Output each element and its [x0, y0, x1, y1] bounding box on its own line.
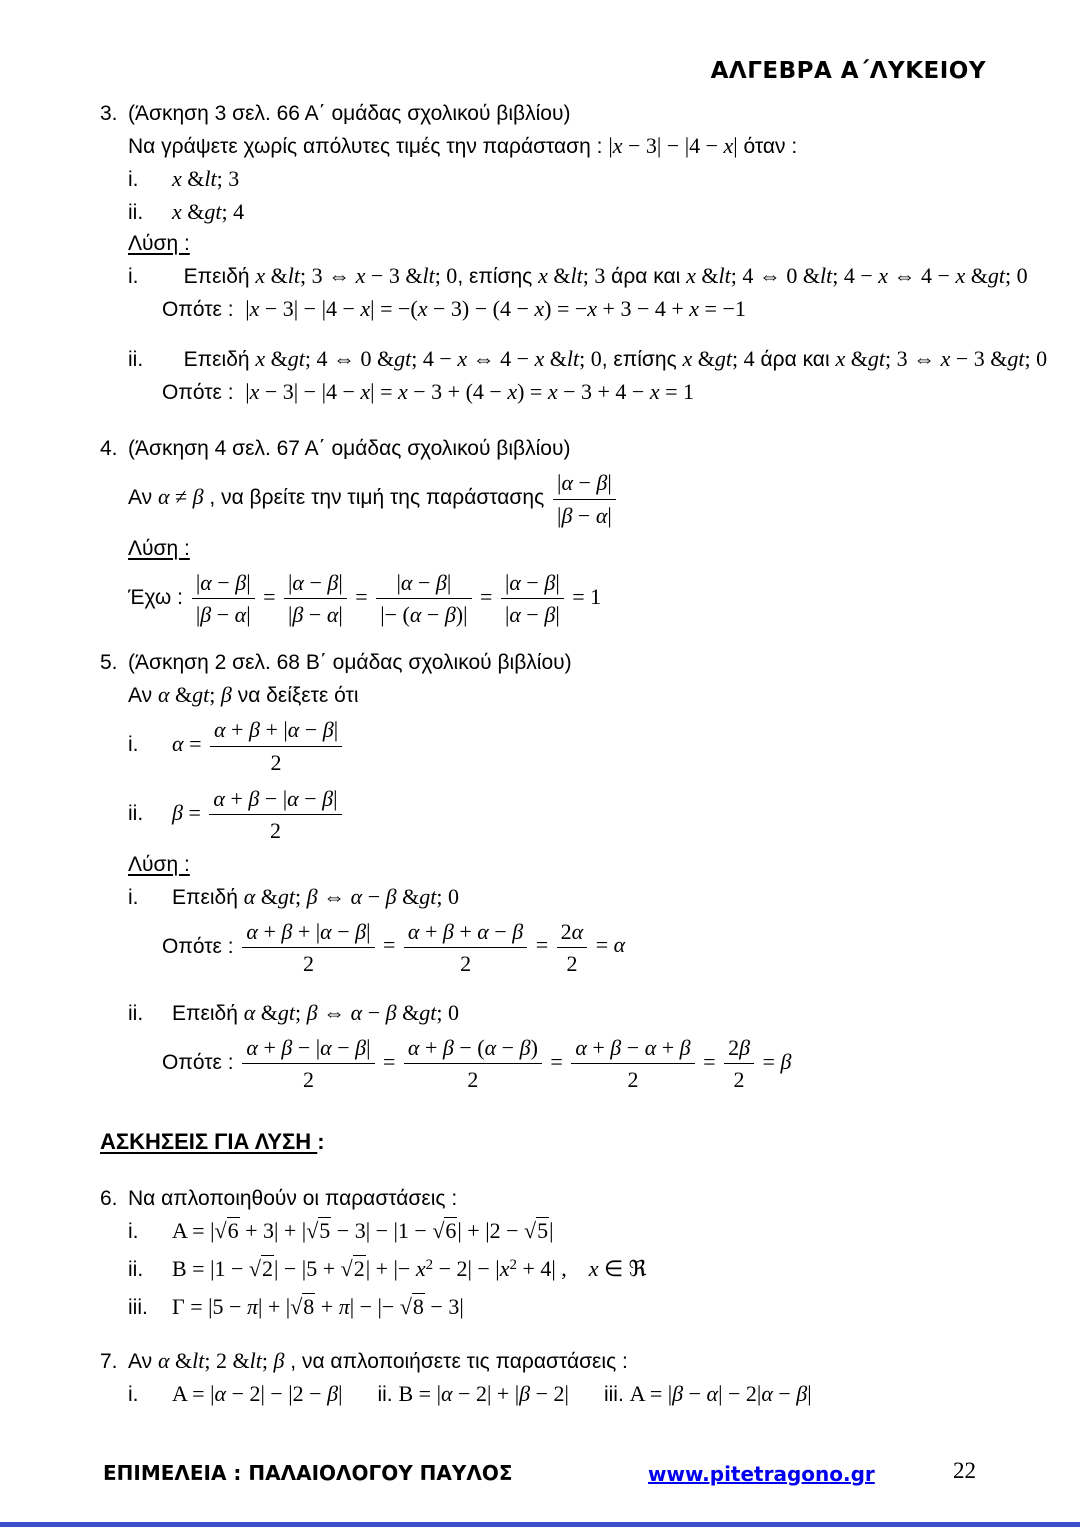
math-expression: Β = |1 − √2| − |5 + √2| + |− $x^2 - 2| - |x^2 + 4|$ , x ∈ ℜ: [172, 1255, 647, 1281]
math-expression: x &gt; 4: [682, 346, 755, 372]
section-heading-exercises: [100, 1128, 1030, 1156]
math-expression: Γ = |5 − π| + |√8 + π| − |− √8 − 3|: [172, 1293, 464, 1319]
math-expression: x &gt; 4 ⇔ 0 &gt; 4 − x ⇔ 4 − x &lt; 0: [255, 346, 602, 372]
text-segment: Οπότε :: [162, 1050, 240, 1074]
math-expression: |x − 3| − |4 − x| = −(x − 3) − (4 − x) = −x + 3 − 4 + x = −1: [245, 296, 746, 322]
math-expression: x &lt; 3: [538, 263, 606, 289]
text-segment: άρα και: [605, 265, 687, 289]
text-segment: Επειδή: [172, 1002, 244, 1026]
exercise-5-claim-i: [128, 714, 1030, 778]
page-title: ΑΛΓΕΒΡΑ Α΄ΛΥΚΕΙΟΥ: [710, 58, 986, 84]
text-segment: άρα και: [754, 348, 836, 372]
footer-credit: ΕΠΙΜΕΛΕΙΑ : ΠΑΛΑΙΟΛΟΓΟΥ ΠΑΥΛΟΣ: [103, 1461, 513, 1485]
text-segment: Οπότε :: [162, 381, 246, 405]
item-label: 6.: [100, 1186, 118, 1210]
math-expression: x &lt; 3 ⇔ x − 3 &lt; 0: [255, 263, 458, 289]
exercise-4-statement: [128, 467, 1030, 531]
text-segment: Να γράψετε χωρίς απόλυτες τιμές την παράσταση :: [128, 135, 609, 159]
square-root: √5: [306, 1217, 331, 1243]
exercise-3-solution-i-result: [162, 295, 1030, 323]
footer-website-link[interactable]: www.pitetragono.gr: [648, 1462, 875, 1486]
exercise-6-heading: [100, 1186, 1030, 1212]
item-label: i.: [128, 265, 139, 289]
text-segment: Να απλοποιηθούν οι παραστάσεις :: [128, 1186, 458, 1210]
square-root: √8: [290, 1293, 315, 1319]
exercise-5-solution-ii: [128, 999, 1030, 1027]
exercise-7-items: [128, 1380, 1030, 1408]
text-segment: Αν: [128, 486, 158, 510]
text-segment: Λύση :: [128, 852, 190, 876]
exercise-4-solution: [128, 567, 1030, 631]
item-label: ii.: [128, 1002, 144, 1026]
math-expression: α &gt; β: [157, 682, 232, 708]
exercise-3-solution-i: [128, 262, 1030, 290]
fraction: $\frac{\alpha + \beta - (\alpha - \beta)}{2}$: [404, 1034, 542, 1094]
exercise-3-solution-ii-result: [162, 378, 1030, 406]
square-root: √5: [524, 1217, 549, 1243]
math-expression: x &lt; 4 ⇔ 0 &lt; 4 − x ⇔ 4 − x &gt; 0: [686, 263, 1028, 289]
exercise-7-heading: [100, 1347, 1030, 1375]
exercise-5-statement: [128, 681, 1030, 709]
item-label: ii.: [128, 1257, 144, 1281]
page-number: 22: [953, 1458, 976, 1483]
math-expression: x &gt; 4: [172, 199, 245, 225]
text-segment: , επίσης: [457, 265, 539, 289]
math-expression: β = $\frac{\alpha + \beta - |\alpha - \beta|}{2}$: [172, 800, 345, 825]
text-segment: (Άσκηση 3 σελ. 66 Α΄ ομάδας σχολικού βιβλίου): [128, 102, 571, 125]
text-segment: , να βρείτε την τιμή της παράστασης: [203, 486, 551, 510]
text-segment: Οπότε :: [162, 298, 246, 322]
square-root: √6: [214, 1217, 239, 1243]
text-segment: Λύση :: [128, 536, 190, 560]
math-expression: Β = |α − 2| + |β − 2|: [398, 1380, 569, 1406]
fraction: $\frac{\alpha + \beta + |\alpha - \beta|}{2}$: [210, 716, 342, 776]
exercise-5-solution-ii-result: [162, 1032, 1030, 1096]
item-label: 3.: [100, 102, 118, 125]
fraction: $\frac{\alpha + \beta - |\alpha - \beta|}{2}$: [209, 785, 341, 845]
text-segment: Λύση :: [128, 232, 190, 256]
exercise-3-solution-ii: [128, 345, 1048, 373]
math-expression: $\frac{\alpha + \beta - |\alpha - \beta|}{2}$ = $\frac{\alpha + \beta - (\alpha - \beta)}{2}$ = $\frac{\alpha + \beta - \alpha + \beta}{2}$ = $\frac{2\beta}{2}$ = β: [239, 1049, 791, 1074]
text-segment: να δείξετε ότι: [231, 684, 359, 708]
item-label: i.: [128, 1382, 139, 1406]
math-expression: Α = |β − α| − 2|α − β|: [629, 1380, 812, 1406]
exercise-5-solution-i: [128, 883, 1030, 911]
item-label: i.: [128, 885, 139, 909]
square-root: √6: [432, 1217, 457, 1243]
math-expression: α ≠ β: [157, 484, 204, 510]
square-root: √8: [399, 1293, 424, 1319]
text-segment: ii.: [342, 1382, 399, 1406]
math-expression: Α = |√6 + 3| + |√5 − 3| − |1 − √6| + |2 − √5|: [172, 1217, 554, 1243]
text-segment: :: [317, 1128, 325, 1154]
document-body: [100, 101, 1048, 1413]
exercise-6-item-ii: [128, 1255, 1030, 1283]
fraction: $\frac{\alpha + \beta - |\alpha - \beta|}{2}$: [242, 1034, 374, 1094]
fraction: $\frac{|\alpha - \beta|}{|\beta - \alpha|}$: [553, 469, 616, 529]
math-expression: α &gt; β ⇔ α − β &gt; 0: [243, 1000, 459, 1026]
exercise-6-item-i: [128, 1217, 1030, 1245]
item-label: i.: [128, 733, 139, 757]
exercise-5-heading: [100, 650, 1030, 676]
item-label: 4.: [100, 437, 118, 461]
exercise-3-statement: [128, 132, 1030, 160]
exercise-4-heading: [100, 436, 1030, 462]
fraction: $\frac{|\alpha - \beta|}{|\alpha - \beta|}$: [501, 569, 564, 629]
text-segment: Επειδή: [172, 348, 256, 372]
solution-label: [128, 852, 1030, 878]
exercise-3-case-ii: [128, 198, 1030, 226]
item-label: i.: [128, 168, 139, 192]
fraction: $\frac{2\alpha}{2}$: [557, 918, 588, 978]
text-segment: Οπότε :: [162, 934, 240, 958]
math-expression: |x − 3| − |4 − x| = x − 3 + (4 − x) = x − 3 + 4 − x = 1: [245, 379, 694, 405]
item-label: 5.: [100, 651, 118, 675]
text-segment: όταν :: [737, 135, 798, 159]
math-expression: x &lt; 3: [172, 166, 240, 192]
math-expression: $\frac{\alpha + \beta + |\alpha - \beta|}{2}$ = $\frac{\alpha + \beta + \alpha - \beta}{2}$ = $\frac{2\alpha}{2}$ = α: [239, 932, 625, 957]
exercise-6-item-iii: [128, 1293, 1030, 1321]
fraction: $\frac{|\alpha - \beta|}{|\beta - \alpha|}$: [192, 569, 255, 629]
text-segment: Αν: [128, 684, 158, 708]
exercise-3-case-i: [128, 165, 1030, 193]
math-expression: α = $\frac{\alpha + \beta + |\alpha - \beta|}{2}$: [172, 731, 345, 756]
item-label: ii.: [128, 801, 144, 825]
fraction: $\frac{|\alpha - \beta|}{|\beta - \alpha|}$: [284, 569, 347, 629]
fraction: $\frac{\alpha + \beta + \alpha - \beta}{2}$: [404, 918, 527, 978]
bottom-bar: [0, 1522, 1080, 1527]
square-root: √2: [248, 1255, 273, 1281]
text-segment: iii.: [568, 1382, 630, 1406]
fraction: $\frac{\alpha + \beta - \alpha + \beta}{2}$: [571, 1034, 694, 1094]
math-expression: $\frac{|\alpha - \beta|}{|\beta - \alpha|}$ = $\frac{|\alpha - \beta|}{|\beta - \alpha|}$ = $\frac{|\alpha - \beta|}{|- (\alpha - \beta)|}$ = $\frac{|\alpha - \beta|}{|\alpha - \beta|}$ = 1: [189, 584, 601, 609]
text-segment: , επίσης: [601, 348, 683, 372]
square-root: √2: [340, 1255, 365, 1281]
text-segment: Αν: [128, 1349, 158, 1373]
item-label: ii.: [128, 201, 144, 225]
math-expression: α &lt; 2 &lt; β: [157, 1347, 285, 1373]
text-segment: (Άσκηση 2 σελ. 68 Β΄ ομάδας σχολικού βιβλίου): [128, 651, 572, 675]
solution-label: [128, 231, 1030, 257]
math-expression: [550, 470, 619, 528]
text-segment: Επειδή: [172, 885, 244, 909]
exercise-5-claim-ii: [128, 783, 1030, 847]
text-segment: , να απλοποιήσετε τις παραστάσεις :: [284, 1349, 628, 1373]
math-expression: α &gt; β ⇔ α − β &gt; 0: [243, 883, 459, 909]
item-label: i.: [128, 1219, 139, 1243]
item-label: ii.: [128, 348, 144, 372]
solution-label: [128, 536, 1030, 562]
text-segment: ΑΣΚΗΣΕΙΣ ΓΙΑ ΛΥΣΗ: [100, 1128, 318, 1154]
text-segment: (Άσκηση 4 σελ. 67 Α΄ ομάδας σχολικού βιβλίου): [128, 437, 571, 461]
item-label: 7.: [100, 1349, 118, 1373]
math-expression: |x − 3| − |4 − x|: [608, 133, 738, 159]
text-segment: Έχω :: [128, 585, 189, 609]
exercise-5-solution-i-result: [162, 916, 1030, 980]
exercise-3-heading: [100, 101, 1030, 127]
text-segment: Επειδή: [172, 265, 256, 289]
fraction: $\frac{\alpha + \beta + |\alpha - \beta|}{2}$: [242, 918, 374, 978]
fraction: $\frac{|\alpha - \beta|}{|- (\alpha - \beta)|}$: [376, 569, 471, 629]
math-expression: Α = |α − 2| − |2 − β|: [172, 1380, 343, 1406]
fraction: $\frac{2\beta}{2}$: [724, 1034, 754, 1094]
math-expression: x &gt; 3 ⇔ x − 3 &gt; 0: [835, 346, 1048, 372]
item-label: iii.: [128, 1295, 148, 1319]
